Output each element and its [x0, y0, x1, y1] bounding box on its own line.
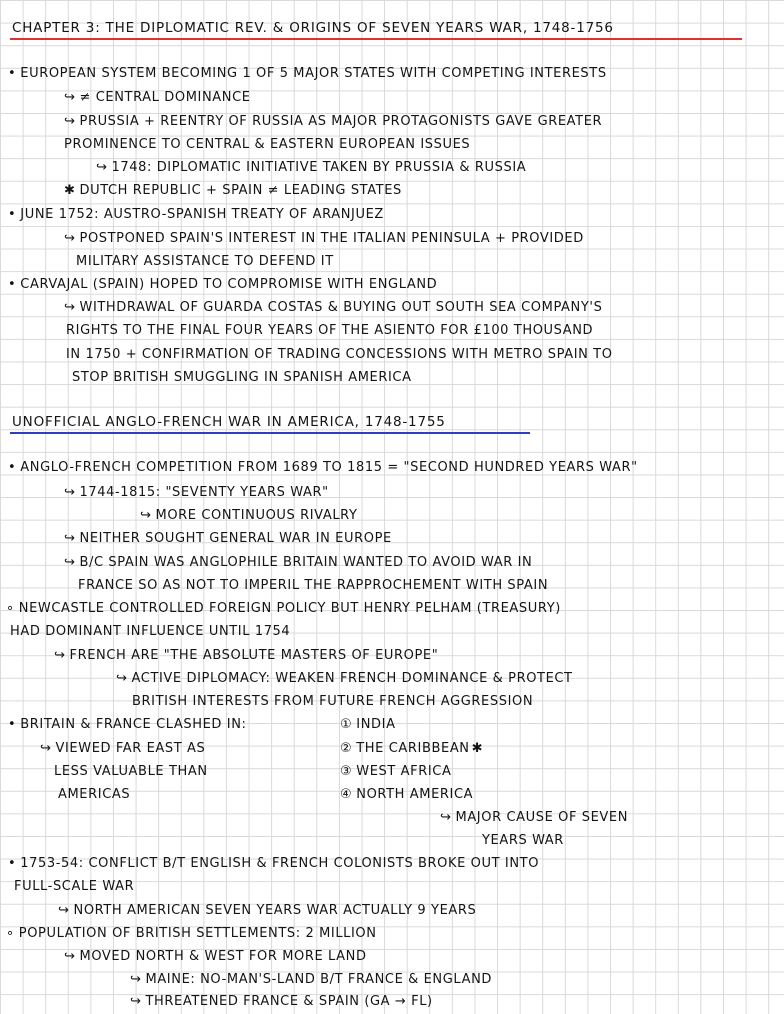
title-underline	[10, 38, 742, 40]
note-line: ↪ ACTIVE DIPLOMACY: WEAKEN FRENCH DOMINANCE & PROTECT	[116, 671, 573, 686]
arrow-icon: ↪	[130, 994, 142, 1009]
arrow-icon: ↪	[130, 972, 142, 987]
arrow-icon: ↪	[64, 231, 76, 246]
number-1-icon: ①	[340, 717, 353, 732]
note-line: ↪ 1744-1815: "SEVENTY YEARS WAR"	[64, 485, 329, 500]
note-line: LESS VALUABLE THAN	[54, 764, 208, 779]
arrow-icon: ↪	[58, 903, 70, 918]
chapter-title: CHAPTER 3: THE DIPLOMATIC REV. & ORIGINS OF SEVEN YEARS WAR, 1748-1756	[12, 20, 614, 36]
note-line: • 1753-54: CONFLICT B/T ENGLISH & FRENCH COLONISTS BROKE OUT INTO	[8, 856, 540, 871]
bullet-icon: •	[8, 277, 17, 292]
note-line: ↪ VIEWED FAR EAST AS	[40, 741, 206, 756]
arrow-icon: ↪	[40, 741, 52, 756]
note-line: • ANGLO-FRENCH COMPETITION FROM 1689 TO 1815 = "SECOND HUNDRED YEARS WAR"	[8, 460, 638, 475]
note-line: ↪ ≠ CENTRAL DOMINANCE	[64, 90, 251, 105]
note-line: ↪ MAINE: NO-MAN'S-LAND B/T FRANCE & ENGLAND	[130, 972, 493, 987]
note-line: ✱ DUTCH REPUBLIC + SPAIN ≠ LEADING STATES	[64, 183, 402, 198]
note-line: AMERICAS	[58, 787, 131, 802]
clash-item: ④ NORTH AMERICA	[340, 787, 474, 802]
note-line: ↪ MORE CONTINUOUS RIVALRY	[140, 508, 358, 523]
bullet-icon: •	[8, 460, 17, 475]
bullet-icon: •	[8, 207, 17, 222]
clash-item: ① INDIA	[340, 717, 396, 732]
note-line: ∘ POPULATION OF BRITISH SETTLEMENTS: 2 MILLION	[6, 926, 377, 941]
hollow-bullet-icon: ∘	[6, 601, 15, 616]
arrow-icon: ↪	[64, 555, 76, 570]
arrow-icon: ↪	[96, 160, 108, 175]
number-3-icon: ③	[340, 764, 353, 779]
note-line: ↪ MOVED NORTH & WEST FOR MORE LAND	[64, 949, 367, 964]
arrow-icon: ↪	[64, 90, 76, 105]
clash-item: ③ WEST AFRICA	[340, 764, 452, 779]
note-line: FULL-SCALE WAR	[14, 879, 135, 894]
note-line: • CARVAJAL (SPAIN) HOPED TO COMPROMISE WITH ENGLAND	[8, 277, 438, 292]
arrow-icon: ↪	[64, 114, 76, 129]
note-line: ↪ FRENCH ARE "THE ABSOLUTE MASTERS OF EUROPE"	[54, 648, 439, 663]
note-line: YEARS WAR	[482, 833, 564, 848]
note-line: ↪ THREATENED FRANCE & SPAIN (GA → FL)	[130, 994, 433, 1009]
note-line: BRITISH INTERESTS FROM FUTURE FRENCH AGGRESSION	[132, 694, 534, 709]
note-line: ↪ PRUSSIA + REENTRY OF RUSSIA AS MAJOR PROTAGONISTS GAVE GREATER	[64, 114, 603, 129]
note-line: STOP BRITISH SMUGGLING IN SPANISH AMERICA	[72, 370, 412, 385]
note-line: ↪ POSTPONED SPAIN'S INTEREST IN THE ITALIAN PENINSULA + PROVIDED	[64, 231, 584, 246]
arrow-icon: ↪	[440, 810, 452, 825]
note-line: • JUNE 1752: AUSTRO-SPANISH TREATY OF ARANJUEZ	[8, 207, 384, 222]
star-icon: ✱	[471, 741, 484, 756]
note-line: ↪ 1748: DIPLOMATIC INITIATIVE TAKEN BY PRUSSIA & RUSSIA	[96, 160, 527, 175]
arrow-icon: ↪	[140, 508, 152, 523]
arrow-icon: ↪	[64, 485, 76, 500]
clash-item: ② THE CARIBBEAN ✱	[340, 741, 484, 756]
note-line: • EUROPEAN SYSTEM BECOMING 1 OF 5 MAJOR STATES WITH COMPETING INTERESTS	[8, 66, 607, 81]
note-line: ↪ B/C SPAIN WAS ANGLOPHILE BRITAIN WANTED TO AVOID WAR IN	[64, 555, 533, 570]
number-2-icon: ②	[340, 741, 353, 756]
arrow-icon: ↪	[116, 671, 128, 686]
note-line: ↪ NEITHER SOUGHT GENERAL WAR IN EUROPE	[64, 531, 392, 546]
note-line: ↪ WITHDRAWAL OF GUARDA COSTAS & BUYING OUT SOUTH SEA COMPANY'S	[64, 300, 603, 315]
note-line: IN 1750 + CONFIRMATION OF TRADING CONCESSIONS WITH METRO SPAIN TO	[66, 347, 613, 362]
note-line: RIGHTS TO THE FINAL FOUR YEARS OF THE ASIENTO FOR £100 THOUSAND	[66, 323, 594, 338]
section-title: UNOFFICIAL ANGLO-FRENCH WAR IN AMERICA, 1748-1755	[12, 414, 446, 430]
number-4-icon: ④	[340, 787, 353, 802]
note-line: MILITARY ASSISTANCE TO DEFEND IT	[76, 254, 334, 269]
section-underline	[10, 432, 530, 434]
arrow-icon: ↪	[64, 531, 76, 546]
arrow-icon: ↪	[64, 300, 76, 315]
bullet-icon: •	[8, 66, 17, 81]
note-line: ↪ MAJOR CAUSE OF SEVEN	[440, 810, 629, 825]
bullet-icon: •	[8, 717, 17, 732]
star-icon: ✱	[64, 183, 76, 198]
note-line: FRANCE SO AS NOT TO IMPERIL THE RAPPROCHEMENT WITH SPAIN	[78, 578, 549, 593]
note-line: HAD DOMINANT INFLUENCE UNTIL 1754	[10, 624, 291, 639]
bullet-icon: •	[8, 856, 17, 871]
arrow-icon: ↪	[54, 648, 66, 663]
note-line: ∘ NEWCASTLE CONTROLLED FOREIGN POLICY BUT HENRY PELHAM (TREASURY)	[6, 601, 561, 616]
note-line: ↪ NORTH AMERICAN SEVEN YEARS WAR ACTUALLY 9 YEARS	[58, 903, 477, 918]
hollow-bullet-icon: ∘	[6, 926, 15, 941]
arrow-icon: ↪	[64, 949, 76, 964]
note-line: • BRITAIN & FRANCE CLASHED IN:	[8, 717, 247, 732]
note-line: PROMINENCE TO CENTRAL & EASTERN EUROPEAN ISSUES	[64, 137, 471, 152]
